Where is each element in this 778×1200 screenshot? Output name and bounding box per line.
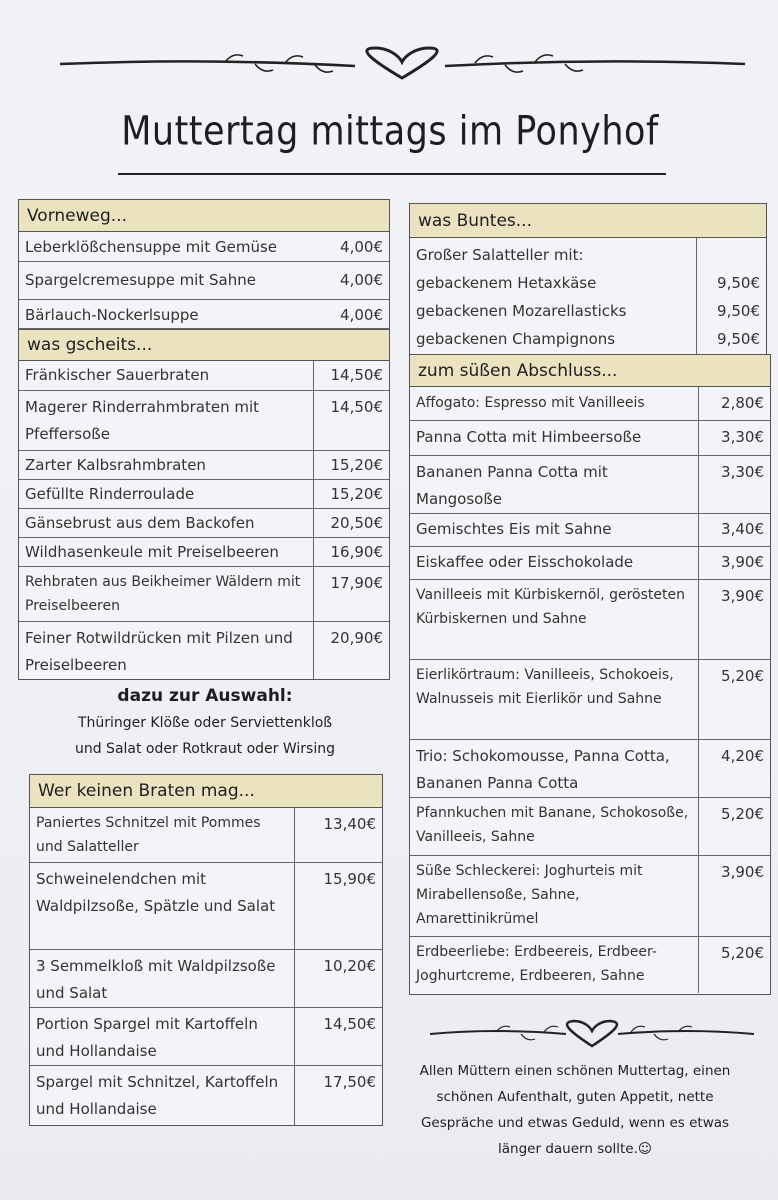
item-name: Wildhasenkeule mit Preiselbeeren xyxy=(25,543,279,561)
menu-row xyxy=(410,547,770,580)
item-price: 5,20€ xyxy=(698,798,770,855)
item-name: Vanilleeis mit Kürbiskernöl, gerösteten Kürbiskernen und Sahne xyxy=(416,587,685,627)
menu-row xyxy=(30,863,382,950)
item-name: gebackenen Champignons xyxy=(416,330,616,348)
item-name: Spargel mit Schnitzel, Kartoffeln und Hollandaise xyxy=(36,1073,279,1118)
menu-row xyxy=(410,856,770,937)
menu-row xyxy=(19,232,389,262)
item-price: 2,80€ xyxy=(698,387,770,420)
item-price: 15,20€ xyxy=(313,451,389,479)
menu-row xyxy=(410,514,770,547)
menu-row xyxy=(30,950,382,1008)
item-name: Affogato: Espresso mit Vanilleeis xyxy=(416,395,645,411)
side-dish-line: Thüringer Klöße oder Serviettenkloß xyxy=(77,715,333,731)
closing-message: Allen Müttern einen schönen Muttertag, einen schönen Aufenthalt, guten Appetit, nette Gespräche und etwas Geduld, wenn es etwas länger dauern sollte.☺ xyxy=(419,1063,731,1157)
menu-row xyxy=(30,1066,382,1125)
menu-row xyxy=(19,451,389,480)
item-price: 9,50€ xyxy=(717,302,760,320)
item-name: Süße Schleckerei: Joghurteis mit Mirabellensoße, Sahne, Amarettinikrümel xyxy=(416,863,643,927)
item-price: 3,90€ xyxy=(698,547,770,579)
item-name: Panna Cotta mit Himbeersoße xyxy=(416,428,642,446)
item-price: 15,20€ xyxy=(313,480,389,508)
item-price: 9,50€ xyxy=(717,330,760,348)
menu-row xyxy=(30,1008,382,1066)
section-no-roast xyxy=(29,774,383,1126)
item-price: 16,90€ xyxy=(313,538,389,566)
side-dish-heading: dazu zur Auswahl: xyxy=(117,686,293,706)
item-price: 14,50€ xyxy=(313,361,389,390)
heart-vine-ornament-bottom xyxy=(426,1016,758,1052)
menu-row xyxy=(19,300,389,329)
item-price: 4,00€ xyxy=(340,271,383,289)
item-price: 4,00€ xyxy=(340,238,383,256)
header-buntes: was Buntes... xyxy=(410,204,766,238)
menu-row xyxy=(19,391,389,451)
menu-row xyxy=(19,622,389,679)
menu-row xyxy=(410,580,770,660)
menu-row xyxy=(19,567,389,622)
item-name: Gänsebrust aus dem Backofen xyxy=(25,514,255,532)
item-name: Bärlauch-Nockerlsuppe xyxy=(25,306,199,324)
title-underline xyxy=(118,173,666,175)
item-price: 15,90€ xyxy=(294,863,382,949)
item-group xyxy=(410,238,696,354)
section-buntes xyxy=(409,203,767,355)
item-name: Eierlikörtraum: Vanilleeis, Schokoeis, Walnusseis mit Eierlikör und Sahne xyxy=(416,667,674,707)
item-price: 5,20€ xyxy=(698,937,770,993)
item-price: 13,40€ xyxy=(294,808,382,862)
item-name: Zarter Kalbsrahmbraten xyxy=(25,456,206,474)
item-price: 3,90€ xyxy=(698,856,770,936)
header-no-roast: Wer keinen Braten mag... xyxy=(30,775,382,808)
menu-row xyxy=(410,660,770,740)
item-name: gebackenen Mozarellasticks xyxy=(416,302,627,320)
item-price: 3,90€ xyxy=(698,580,770,659)
item-price: 3,30€ xyxy=(698,456,770,513)
heart-vine-ornament-top xyxy=(55,44,750,86)
menu-row xyxy=(19,361,389,391)
item-price: 17,90€ xyxy=(313,567,389,621)
menu-title: Muttertag mittags im Ponyhof xyxy=(121,109,659,155)
item-name: Leberklößchensuppe mit Gemüse xyxy=(25,238,278,256)
item-name: Portion Spargel mit Kartoffeln und Hollandaise xyxy=(36,1015,258,1060)
item-name: Gemischtes Eis mit Sahne xyxy=(416,520,612,538)
item-price: 17,50€ xyxy=(294,1066,382,1125)
item-name: Pfannkuchen mit Banane, Schokosoße, Vanilleeis, Sahne xyxy=(416,805,689,845)
item-name: Spargelcremesuppe mit Sahne xyxy=(25,271,256,289)
item-name: Feiner Rotwildrücken mit Pilzen und Preiselbeeren xyxy=(25,629,293,674)
item-name: Schweinelendchen mit Waldpilzsoße, Spätzle und Salat xyxy=(36,870,276,915)
menu-row xyxy=(19,509,389,538)
item-name: Gefüllte Rinderroulade xyxy=(25,485,195,503)
item-price: 9,50€ xyxy=(717,274,760,292)
item-price: 14,50€ xyxy=(313,391,389,450)
item-name: Paniertes Schnitzel mit Pommes und Salatteller xyxy=(36,815,261,855)
menu-row xyxy=(410,740,770,798)
item-price: 20,50€ xyxy=(313,509,389,537)
menu-row xyxy=(410,798,770,856)
header-gscheits: was gscheits... xyxy=(19,329,389,361)
item-intro: Großer Salatteller mit: xyxy=(416,246,584,264)
menu-row xyxy=(410,421,770,456)
item-price: 10,20€ xyxy=(294,950,382,1007)
item-price: 14,50€ xyxy=(294,1008,382,1065)
item-name: gebackenem Hetaxkäse xyxy=(416,274,597,292)
section-vorneweg-gscheits xyxy=(18,199,390,680)
menu-row xyxy=(410,456,770,514)
item-name: Bananen Panna Cotta mit Mangosoße xyxy=(416,463,608,508)
side-dish-choice xyxy=(20,682,390,762)
item-name: Magerer Rinderrahmbraten mit Pfeffersoße xyxy=(25,398,260,443)
item-name: Trio: Schokomousse, Panna Cotta, Bananen Panna Cotta xyxy=(416,747,670,792)
header-dessert: zum süßen Abschluss... xyxy=(410,355,770,387)
menu-row xyxy=(19,262,389,300)
menu-row xyxy=(410,937,770,993)
section-dessert xyxy=(409,354,771,995)
item-name: Fränkischer Sauerbraten xyxy=(25,366,210,384)
item-name: Erdbeerliebe: Erdbeereis, Erdbeer-Joghurtcreme, Erdbeeren, Sahne xyxy=(416,944,657,984)
item-name: 3 Semmelkloß mit Waldpilzsoße und Salat xyxy=(36,957,276,1002)
side-dish-line: und Salat oder Rotkraut oder Wirsing xyxy=(74,741,336,757)
item-price: 20,90€ xyxy=(313,622,389,679)
item-price: 3,30€ xyxy=(698,421,770,455)
item-name: Eiskaffee oder Eisschokolade xyxy=(416,553,634,571)
price-group xyxy=(696,238,766,354)
menu-row xyxy=(410,238,766,354)
item-price: 4,20€ xyxy=(698,740,770,797)
item-price: 3,40€ xyxy=(698,514,770,546)
item-price: 4,00€ xyxy=(340,306,383,324)
menu-row xyxy=(410,387,770,421)
item-name: Rehbraten aus Beikheimer Wäldern mit Preiselbeeren xyxy=(25,574,301,614)
item-price: 5,20€ xyxy=(698,660,770,739)
menu-row xyxy=(30,808,382,863)
header-vorneweg: Vorneweg... xyxy=(19,200,389,232)
menu-row xyxy=(19,480,389,509)
menu-row xyxy=(19,538,389,567)
